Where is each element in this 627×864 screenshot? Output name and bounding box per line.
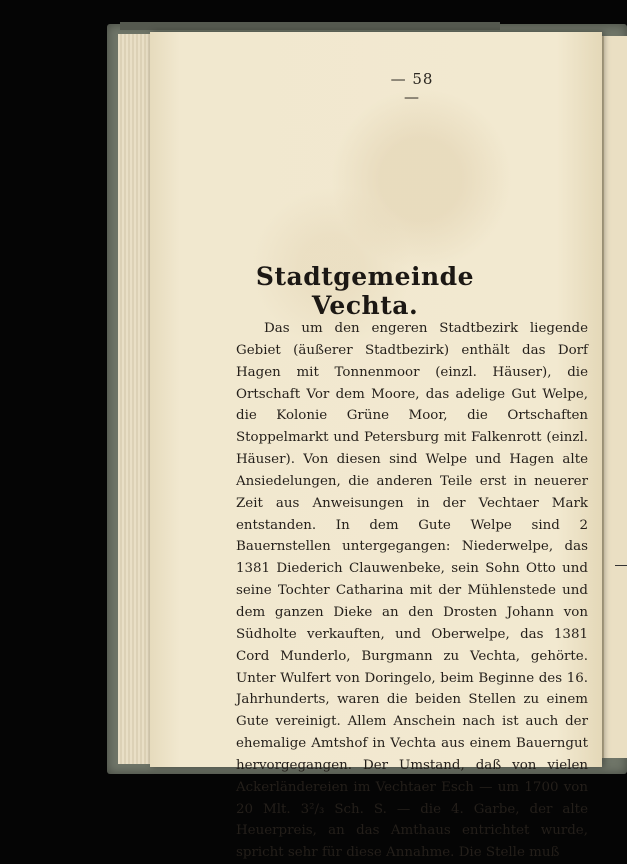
body-paragraph: Das um den engeren Stadtbezirk liegende Gebiet (äußerer Stadtbezirk) enthält das Dorf Hagen mit Tonnenmoor (einzl. Häuser), die Ortschaft Vor dem Moore, das adelige Gut Welpe, die Kolonie Grüne Moor, die Ortschaften Stoppelmarkt und Petersburg mit Falkenrott (einzl. Häuser). Von diesen sind Welpe und Hagen alte Ansiedelungen, die anderen Teile erst in neuerer Zeit aus Anweisungen in der Vechtaer Mark entstanden. In dem Gute Welpe sind 2 Bauernstellen untergegangen: Niederwelpe, das 1381 Diederich Clauwenbeke, sein Sohn Otto und seine Tochter Catharina mit der Mühlenstede und dem ganzen Dieke an den Drosten Johann von Südholte verkauften, und Oberwelpe, das 1381 Cord Munderlo, Burgmann zu Vechta, gehörte. Unter Wulfert von Doringelo, beim Beginne des 16. Jahrhunderts, waren die beiden Stellen zu einem Gute vereinigt. Allem Anschein nach ist auch der ehemalige Amtshof in Vechta aus einem Bauerngut hervorgegangen. Der Umstand, daß von vielen Ackerländereien im Vechtaer Esch — um 1700 von 20 Mlt. 3²/₃ Sch. S. — die 4. Garbe, der alte Heuerpreis, an das Amthaus entrichtet wurde, spricht sehr für diese Annahme. Die Stelle muß — [236, 321, 588, 861]
adjacent-page-rule — [615, 565, 627, 566]
book-cover-top-edge — [120, 22, 500, 30]
adjacent-page-edge — [602, 36, 627, 758]
section-title: Stadtgemeinde Vechta. — [255, 262, 475, 320]
page-number: — 58 — — [390, 70, 434, 106]
